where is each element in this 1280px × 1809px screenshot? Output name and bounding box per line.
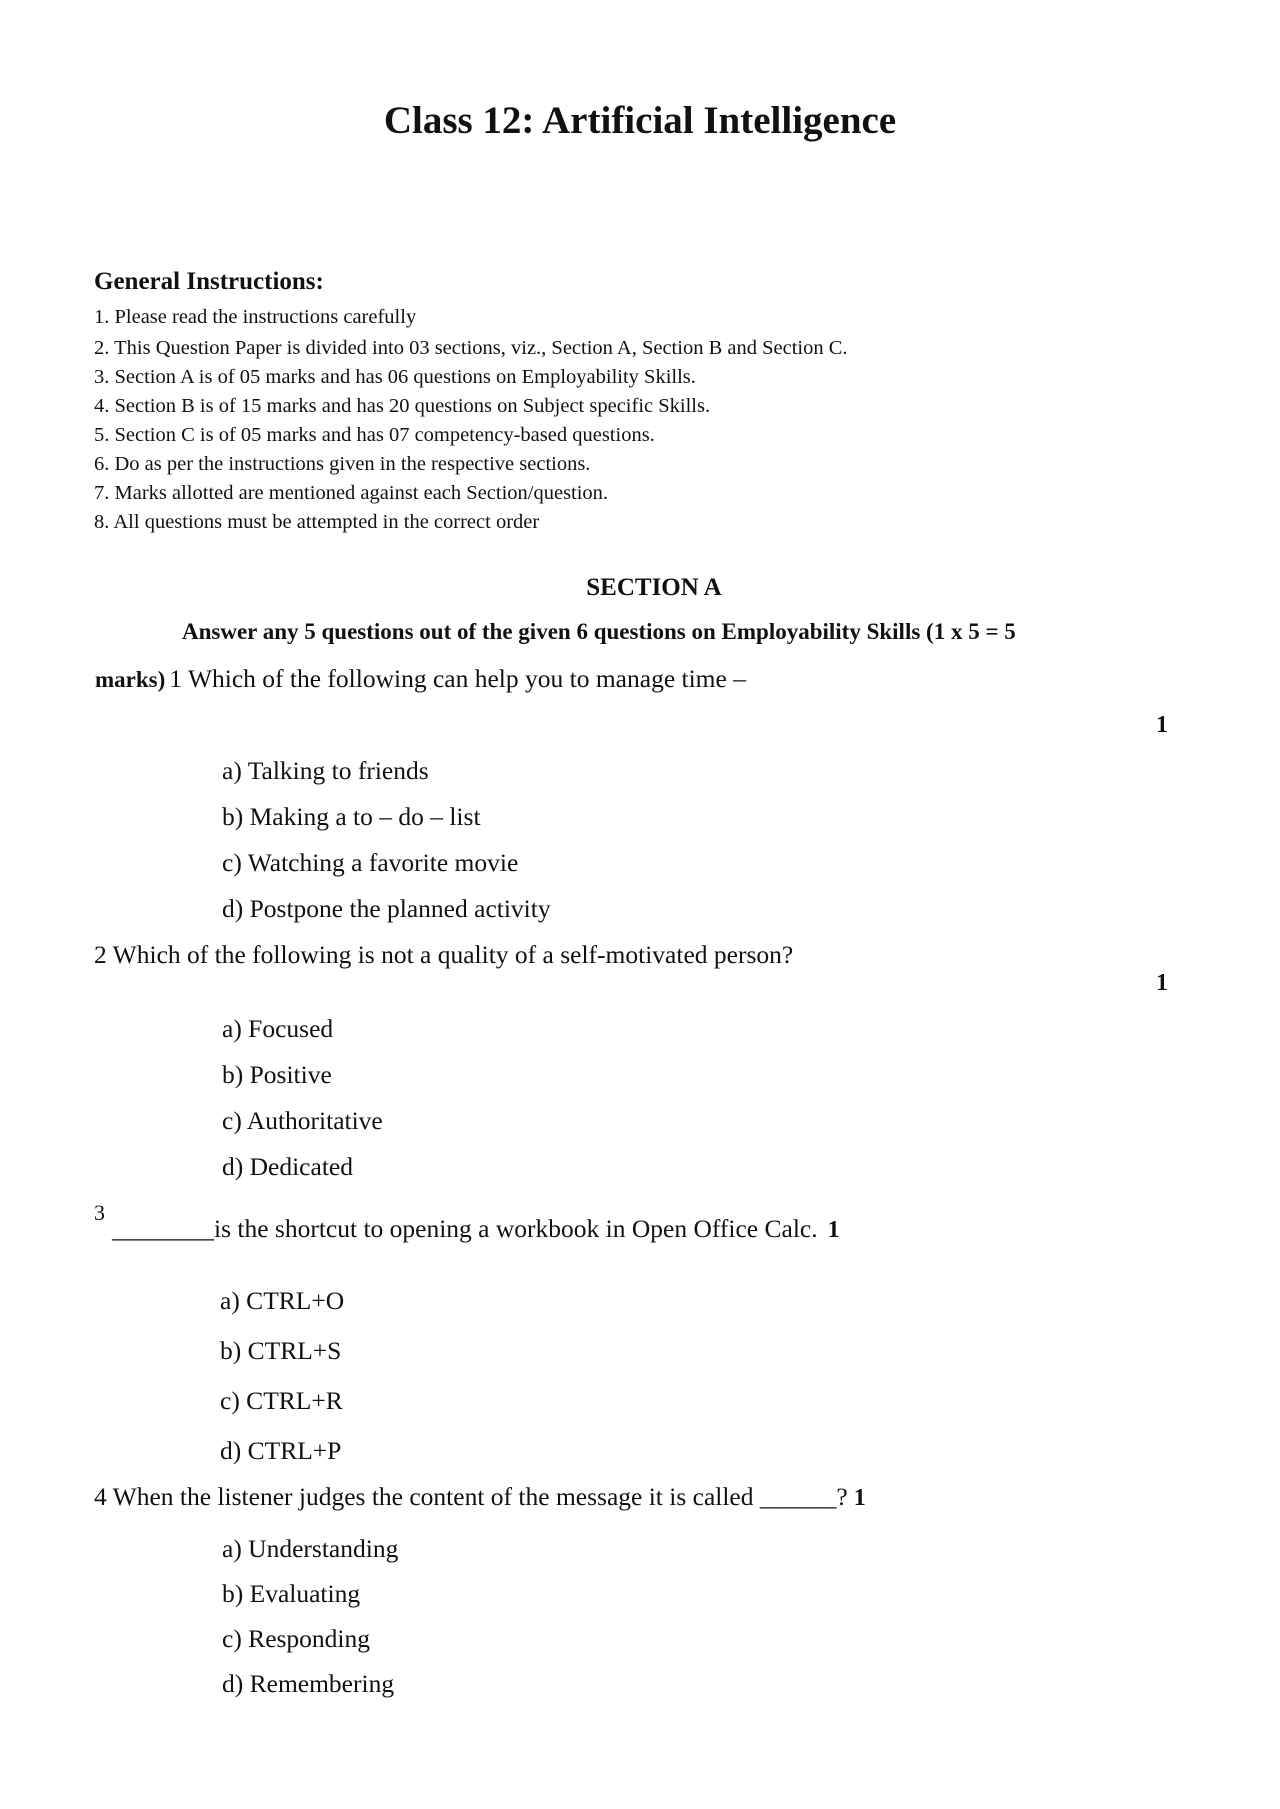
question-3-option-c: c) CTRL+R	[220, 1386, 343, 1415]
question-3-option-a: a) CTRL+O	[220, 1286, 345, 1315]
question-2-marks: 1	[1156, 970, 1168, 996]
question-3-text: ________is the shortcut to opening a workbook in Open Office Calc.	[112, 1214, 818, 1243]
page-title: Class 12: Artificial Intelligence	[383, 99, 897, 142]
instruction-item: 5. Section C is of 05 marks and has 07 competency-based questions.	[94, 424, 655, 446]
question-3-option-d: d) CTRL+P	[220, 1436, 342, 1465]
question-1-option-c: c) Watching a favorite movie	[222, 848, 519, 877]
question-4-option-b: b) Evaluating	[222, 1579, 361, 1608]
question-1-text: 1 Which of the following can help you to manage time –	[169, 664, 746, 693]
section-a-heading: SECTION A	[586, 574, 722, 601]
question-2-option-a: a) Focused	[222, 1014, 334, 1043]
question-3-number: 3	[94, 1200, 105, 1225]
instruction-item: 8. All questions must be attempted in the correct order	[94, 511, 540, 533]
question-4-option-c: c) Responding	[222, 1624, 371, 1653]
instruction-item: 2. This Question Paper is divided into 03 sections, viz., Section A, Section B and Section C.	[94, 337, 848, 359]
instructions-heading: General Instructions:	[94, 268, 324, 295]
question-2-text: 2 Which of the following is not a quality of a self-motivated person?	[94, 940, 794, 969]
instruction-item: 3. Section A is of 05 marks and has 06 questions on Employability Skills.	[94, 366, 696, 388]
question-2-option-c: c) Authoritative	[222, 1106, 383, 1135]
question-4-option-a: a) Understanding	[222, 1534, 399, 1563]
instruction-item: 4. Section B is of 15 marks and has 20 questions on Subject specific Skills.	[94, 395, 711, 417]
question-4-line	[94, 1482, 866, 1512]
section-a-instruction-cont: marks)	[95, 667, 166, 692]
question-2-option-b: b) Positive	[222, 1060, 332, 1089]
instruction-item: 6. Do as per the instructions given in the respective sections.	[94, 453, 591, 475]
question-1-option-d: d) Postpone the planned activity	[222, 894, 551, 923]
question-4-option-d: d) Remembering	[222, 1669, 395, 1698]
instruction-item: 7. Marks allotted are mentioned against each Section/question.	[94, 482, 609, 504]
question-1-marks: 1	[1156, 712, 1168, 738]
question-1-option-a: a) Talking to friends	[222, 756, 429, 785]
instruction-item: 1. Please read the instructions carefully	[94, 306, 417, 328]
question-4-text: 4 When the listener judges the content of the message it is called ______?	[94, 1482, 848, 1511]
question-1-option-b: b) Making a to – do – list	[222, 802, 481, 831]
question-2-option-d: d) Dedicated	[222, 1152, 353, 1181]
question-3-marks: 1	[827, 1217, 840, 1243]
question-4-marks: 1	[853, 1485, 866, 1511]
question-3-option-b: b) CTRL+S	[220, 1336, 342, 1365]
question-1-line	[95, 664, 746, 694]
question-3-line	[112, 1214, 840, 1244]
section-a-instruction: Answer any 5 questions out of the given 6 questions on Employability Skills (1 x 5 = 5	[182, 619, 1016, 644]
